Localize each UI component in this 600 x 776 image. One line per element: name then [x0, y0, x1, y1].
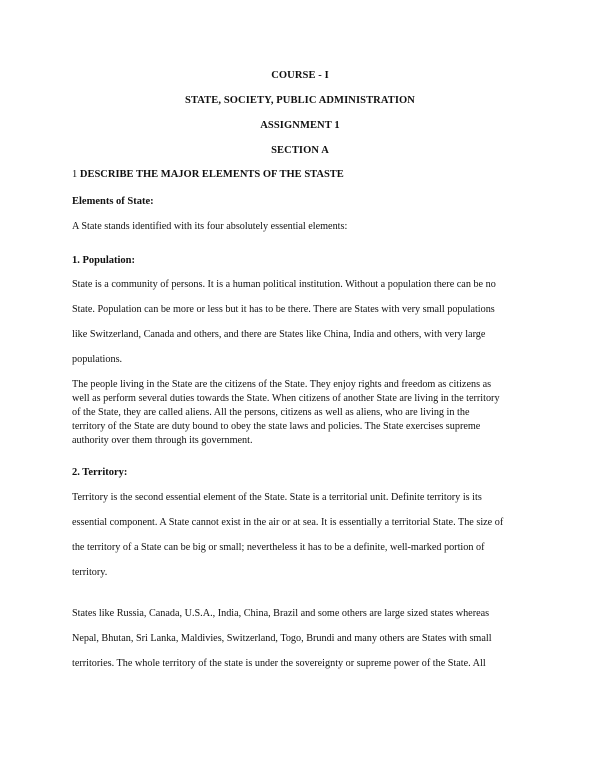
territory-para2-line-1: States like Russia, Canada, U.S.A., India, China, Brazil and some others are large sized states whereas — [72, 608, 490, 619]
population-para2-line: of the State, they are called aliens. All the persons, citizens as well as aliens, who are living in the — [72, 407, 470, 418]
question-heading — [72, 169, 344, 180]
population-line-2: State. Population can be more or less but it has to be there. There are States with very small populations — [72, 304, 495, 315]
population-para2-line: well as perform several duties towards the State. When citizens of another State are living in the territory — [72, 393, 500, 404]
territory-para2-line-3: territories. The whole territory of the state is under the sovereignty or supreme power of the State. All — [72, 658, 486, 669]
population-line-1: State is a community of persons. It is a human political institution. Without a population there can be no — [72, 279, 496, 290]
territory-line-2: essential component. A State cannot exist in the air or at sea. It is essentially a territorial State. The size of — [72, 517, 504, 528]
population-heading: 1. Population: — [72, 255, 136, 266]
population-para2-line: authority over them through its government. — [72, 435, 253, 446]
population-line-4: populations. — [72, 354, 123, 365]
course-title: COURSE - I — [271, 70, 329, 81]
assignment-title: ASSIGNMENT 1 — [260, 120, 340, 131]
territory-line-4: territory. — [72, 567, 108, 578]
question-number: 1 — [72, 169, 78, 180]
section-title: SECTION A — [271, 145, 329, 156]
population-paragraph-2 — [72, 378, 542, 448]
intro-text: A State stands identified with its four absolutely essential elements: — [72, 221, 348, 232]
elements-heading: Elements of State: — [72, 196, 154, 207]
population-line-3: like Switzerland, Canada and others, and there are States like China, India and others, with very large — [72, 329, 486, 340]
population-para2-line: The people living in the State are the citizens of the State. They enjoy rights and freedom as citizens as — [72, 379, 492, 390]
question-text: DESCRIBE THE MAJOR ELEMENTS OF THE STASTE — [79, 169, 344, 180]
territory-para2-line-2: Nepal, Bhutan, Sri Lanka, Maldivies, Switzerland, Togo, Brundi and many others are States with small — [72, 633, 492, 644]
territory-heading: 2. Territory: — [72, 467, 128, 478]
subject-title: STATE, SOCIETY, PUBLIC ADMINISTRATION — [185, 95, 415, 106]
territory-line-3: the territory of a State can be big or small; nevertheless it has to be a definite, well-marked portion of — [72, 542, 485, 553]
population-para2-line: territory of the State are duty bound to obey the state laws and policies. The State exercises supreme — [72, 421, 481, 432]
territory-line-1: Territory is the second essential element of the State. State is a territorial unit. Definite territory is its — [72, 492, 482, 503]
